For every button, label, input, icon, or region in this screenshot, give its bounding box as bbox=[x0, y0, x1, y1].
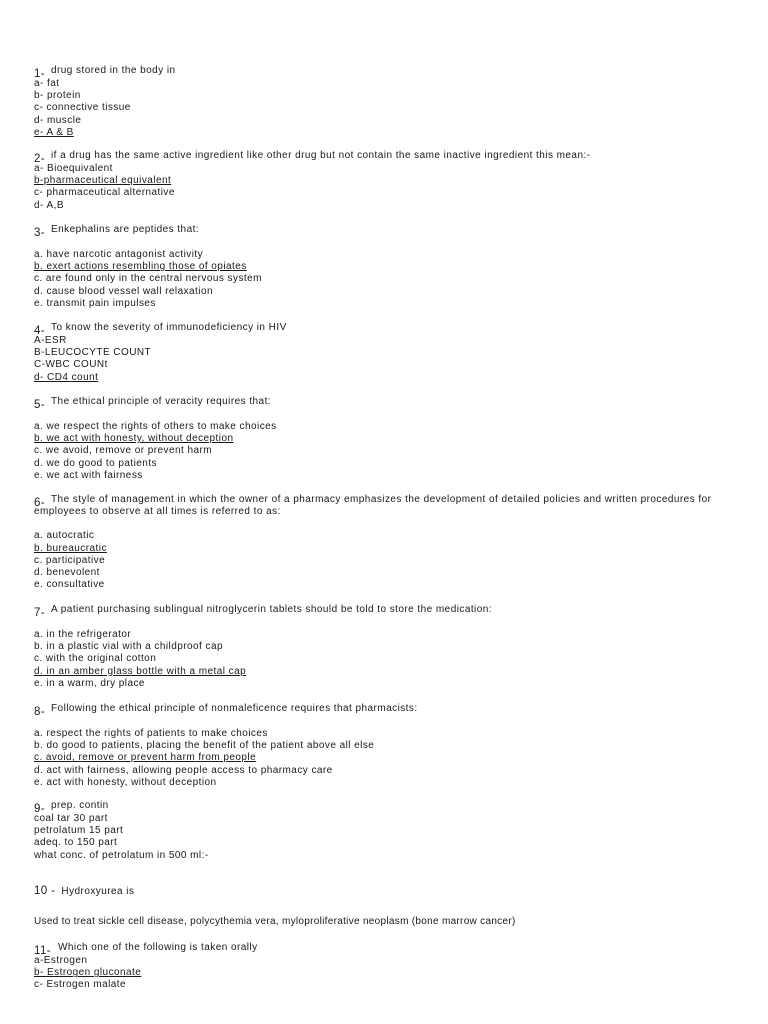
option-correct: b. bureaucratic bbox=[34, 542, 107, 554]
question-text: A patient purchasing sublingual nitroglycerin tablets should be told to store the medication: bbox=[51, 604, 492, 615]
question-number: 3- bbox=[34, 227, 46, 239]
question-text: if a drug has the same active ingredient like other drug but not contain the same inactive ingredient this mean:- bbox=[51, 150, 591, 161]
option: A-ESR bbox=[34, 335, 67, 346]
question-text: prep. contin bbox=[51, 800, 109, 811]
question-11 bbox=[34, 942, 258, 992]
question-text: Following the ethical principle of nonmaleficence requires that pharmacists: bbox=[51, 703, 418, 714]
line: adeq. to 150 part bbox=[34, 837, 118, 849]
option: b- protein bbox=[34, 90, 81, 102]
question-10 bbox=[34, 885, 134, 897]
option-correct: e- A & B bbox=[34, 126, 74, 138]
option: e. act with honesty, without deception bbox=[34, 776, 217, 788]
question-number: 1- bbox=[34, 68, 46, 80]
option: e. transmit pain impulses bbox=[34, 297, 156, 309]
question-6 bbox=[34, 494, 734, 591]
question-5 bbox=[34, 396, 277, 482]
option: B-LEUCOCYTE COUNT bbox=[34, 347, 152, 359]
option: C-WBC COUNt bbox=[34, 359, 108, 371]
option: b. do good to patients, placing the benefit of the patient above all else bbox=[34, 740, 375, 752]
option: c. we avoid, remove or prevent harm bbox=[34, 445, 213, 457]
option: c- Estrogen malate bbox=[34, 979, 127, 991]
option: c- pharmaceutical alternative bbox=[34, 187, 175, 199]
line: coal tar 30 part bbox=[34, 813, 108, 824]
question-text: To know the severity of immunodeficiency in HIV bbox=[51, 322, 287, 333]
option: d. act with fairness, allowing people access to pharmacy care bbox=[34, 764, 333, 776]
question-number: 9- bbox=[34, 803, 46, 815]
question-number: 4- bbox=[34, 325, 46, 337]
question-number: 11- bbox=[34, 945, 51, 957]
option-correct: b-pharmaceutical equivalent bbox=[34, 175, 172, 187]
option: a- fat bbox=[34, 78, 60, 89]
question-number: 10 - bbox=[34, 885, 56, 897]
question-4 bbox=[34, 322, 287, 384]
option: d. cause blood vessel wall relaxation bbox=[34, 285, 213, 297]
option: a- Bioequivalent bbox=[34, 163, 113, 174]
option-correct: d- CD4 count bbox=[34, 371, 99, 383]
option-correct: b- Estrogen gluconate bbox=[34, 967, 142, 979]
option: d. we do good to patients bbox=[34, 457, 157, 469]
option: d. benevolent bbox=[34, 567, 100, 579]
option: e. we act with fairness bbox=[34, 469, 143, 481]
option: e. in a warm, dry place bbox=[34, 677, 145, 689]
question-10-answer: Used to treat sickle cell disease, polycythemia vera, myloproliferative neoplasm (bone marrow cancer) bbox=[34, 916, 516, 927]
question-2 bbox=[34, 150, 591, 212]
option-correct: b. we act with honesty, without deception bbox=[34, 433, 234, 445]
option: a. in the refrigerator bbox=[34, 629, 132, 640]
option: c- connective tissue bbox=[34, 102, 131, 114]
question-text: Enkephalins are peptides that: bbox=[51, 224, 200, 235]
option: a. have narcotic antagonist activity bbox=[34, 249, 204, 260]
option: b. in a plastic vial with a childproof cap bbox=[34, 641, 223, 653]
option: a. autocratic bbox=[34, 530, 95, 542]
option-correct: c. avoid, remove or prevent harm from people bbox=[34, 752, 257, 764]
option-correct: b. exert actions resembling those of opiates bbox=[34, 261, 247, 273]
question-8 bbox=[34, 703, 418, 789]
option: a. we respect the rights of others to make choices bbox=[34, 421, 277, 432]
option-correct: d. in an amber glass bottle with a metal cap bbox=[34, 665, 247, 677]
question-text: The ethical principle of veracity requires that: bbox=[51, 396, 272, 407]
option: d- A,B bbox=[34, 199, 64, 211]
line: what conc. of petrolatum in 500 ml:- bbox=[34, 849, 209, 861]
question-text: Which one of the following is taken orally bbox=[58, 942, 258, 953]
option: c. are found only in the central nervous system bbox=[34, 273, 262, 285]
line: petrolatum 15 part bbox=[34, 825, 124, 837]
question-text: Hydroxyurea is bbox=[61, 886, 135, 897]
question-number: 6- bbox=[34, 497, 46, 509]
option: c. participative bbox=[34, 554, 106, 566]
question-number: 7- bbox=[34, 607, 46, 619]
question-1 bbox=[34, 65, 176, 139]
question-number: 5- bbox=[34, 399, 46, 411]
option: a. respect the rights of patients to make choices bbox=[34, 728, 268, 739]
question-7 bbox=[34, 604, 492, 690]
option: e. consultative bbox=[34, 579, 105, 591]
question-number: 2- bbox=[34, 153, 46, 165]
option: d- muscle bbox=[34, 114, 82, 126]
question-9 bbox=[34, 800, 209, 862]
option: c. with the original cotton bbox=[34, 653, 157, 665]
option: a-Estrogen bbox=[34, 955, 88, 966]
question-text: The style of management in which the owner of a pharmacy emphasizes the development of detailed policies and written procedures for employees to observe at all times is referred to as: bbox=[34, 494, 712, 518]
question-number: 8- bbox=[34, 706, 46, 718]
question-text: drug stored in the body in bbox=[51, 65, 176, 76]
question-3 bbox=[34, 224, 262, 310]
